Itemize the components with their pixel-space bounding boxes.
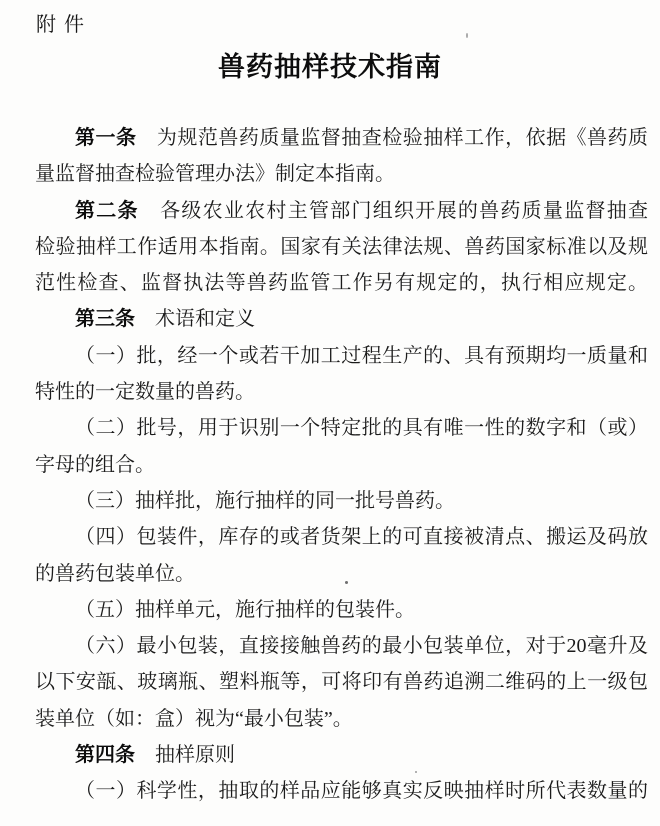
text-line: 特性的一定数量的兽药。 [35, 381, 255, 404]
text-line: 字母的组合。 [35, 453, 155, 476]
article-number: 第一条 [75, 127, 137, 149]
text-line: （六）最小包装，直接接触兽药的最小包装单位，对于20毫升及 [75, 635, 648, 658]
attachment-label: 附件 [36, 14, 92, 36]
text-line: 的兽药包装单位。 [35, 562, 195, 585]
document-body [35, 120, 648, 810]
scan-speck [415, 771, 417, 773]
text-line: 以下安瓿、玻璃瓶、塑料瓶等，可将印有兽药追溯二维码的上一级包 [35, 671, 648, 694]
text-line: （一）批，经一个或若干加工过程生产的、具有预期均一质量和 [75, 344, 648, 367]
text-line: 第三条 术语和定义 [75, 308, 255, 331]
article-number: 第三条 [75, 308, 135, 331]
text-line: （四）包装件，库存的或者货架上的可直接被清点、搬运及码放 [75, 526, 648, 549]
text-line: 第四条 抽样原则 [75, 744, 235, 767]
text-line: 第一条 为规范兽药质量监督抽查检验抽样工作，依据《兽药质 [75, 127, 648, 149]
text-line: 检验抽样工作适用本指南。国家有关法律法规、兽药国家标准以及规 [35, 235, 648, 258]
page-title: 兽药抽样技术指南 [218, 52, 442, 82]
text-line: （二）批号，用于识别一个特定批的具有唯一性的数字和（或） [75, 417, 648, 440]
scan-speck [466, 33, 468, 38]
scan-speck [345, 581, 348, 584]
text-line: （三）抽样批，施行抽样的同一批号兽药。 [75, 489, 455, 512]
article-number: 第二条 [75, 199, 139, 222]
text-line: 装单位（如：盒）视为“最小包装”。 [35, 707, 353, 730]
text-line: 量监督抽查检验管理办法》制定本指南。 [35, 163, 395, 186]
text-line: （一）科学性，抽取的样品应能够真实反映抽样时所代表数量的 [75, 780, 648, 803]
text-line: 第二条 各级农业农村主管部门组织开展的兽药质量监督抽查 [75, 199, 648, 222]
text-line: 范性检查、监督执法等兽药监管工作另有规定的，执行相应规定。 [35, 272, 648, 295]
article-number: 第四条 [75, 744, 135, 767]
text-line: （五）抽样单元，施行抽样的包装件。 [75, 598, 415, 621]
